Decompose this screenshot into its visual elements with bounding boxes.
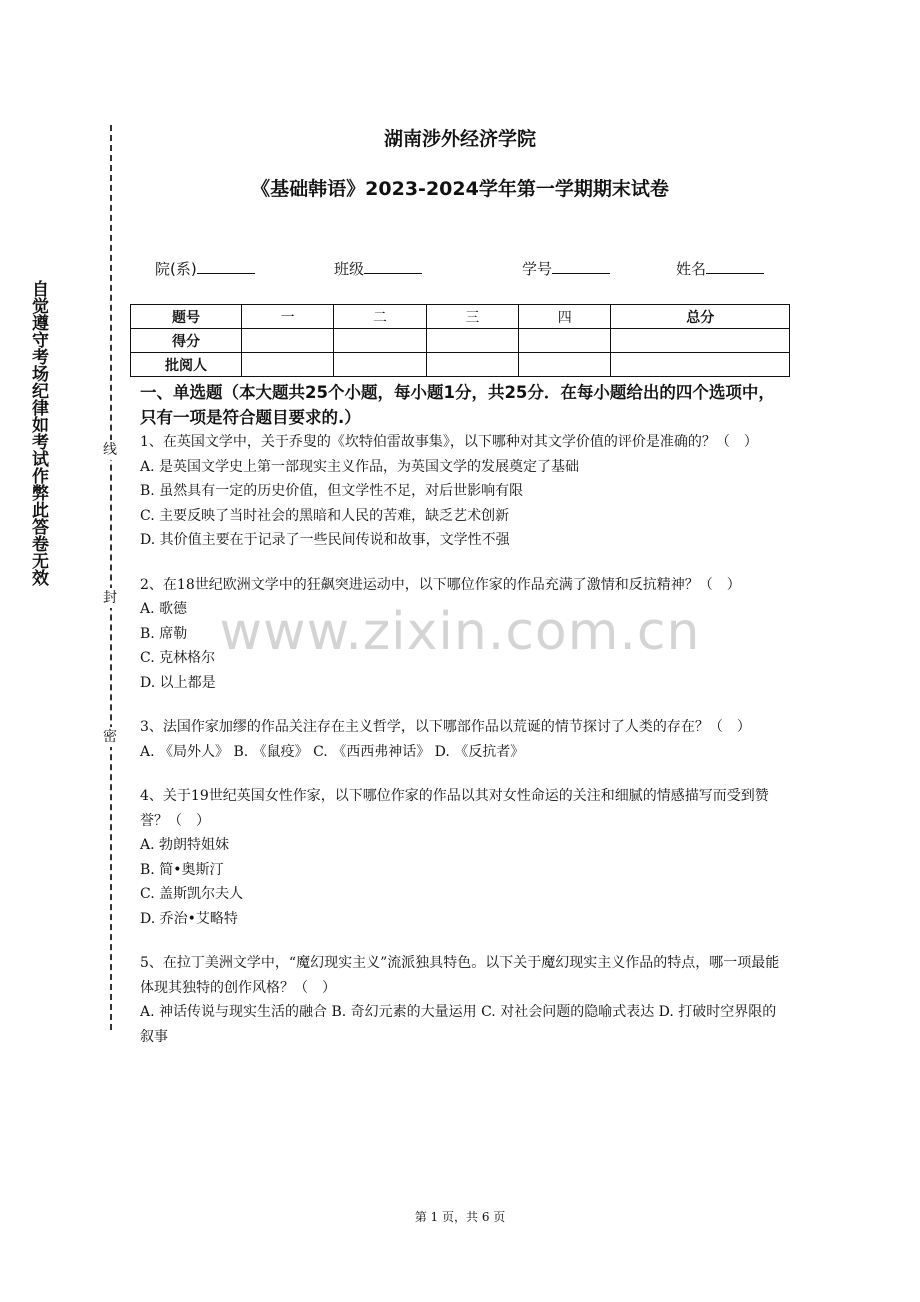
grader-cell[interactable]	[611, 353, 790, 377]
grader-cell[interactable]	[519, 353, 611, 377]
score-table-header: 三	[426, 305, 518, 329]
question-stem: 5、在拉丁美洲文学中，“魔幻现实主义”流派独具特色。以下关于魔幻现实主义作品的特点，哪一项最能体现其独特的创作风格？（ ）	[140, 955, 780, 996]
option[interactable]: A. 勃朗特姐妹	[140, 837, 230, 853]
question-stem: 4、关于19世纪英国女性作家，以下哪位作家的作品以其对女性命运的关注和细腻的情感描写而受到赞誉？（ ）	[140, 788, 769, 829]
student-no-label: 学号	[522, 260, 553, 278]
options-inline[interactable]: A. 神话传说与现实生活的融合 B. 奇幻元素的大量运用 C. 对社会问题的隐喻式表达 D. 打破时空界限的叙事	[140, 1004, 777, 1045]
grader-row	[131, 353, 790, 377]
exam-discipline-notice: 自觉遵守考场纪律如考试作弊此答卷无效	[28, 280, 48, 586]
score-cell[interactable]	[519, 329, 611, 353]
grader-cell[interactable]	[334, 353, 426, 377]
dept-field[interactable]	[155, 258, 255, 279]
question-stem: 1、在英国文学中，关于乔叟的《坎特伯雷故事集》，以下哪种对其文学价值的评价是准确的？（ ）	[140, 434, 758, 450]
question-5	[140, 951, 785, 1049]
binding-dashed-line	[110, 125, 112, 1030]
seal-mark-secret: 密	[103, 729, 117, 745]
option[interactable]: A. 歌德	[140, 601, 188, 617]
score-table-header: 总分	[611, 305, 790, 329]
score-table	[130, 304, 790, 377]
option[interactable]: D. 其价值主要在于记录了一些民间传说和故事，文学性不强	[140, 532, 510, 548]
score-row-label: 得分	[131, 329, 242, 353]
option[interactable]: C. 主要反映了当时社会的黑暗和人民的苦难，缺乏艺术创新	[140, 507, 510, 524]
dept-blank[interactable]	[197, 259, 255, 274]
score-cell[interactable]	[426, 329, 518, 353]
page-footer: 第 1 页，共 6 页	[414, 1210, 506, 1224]
name-label: 姓名	[676, 260, 707, 278]
dept-label: 院(系)	[155, 260, 197, 278]
student-no-field[interactable]	[522, 258, 610, 279]
section-title: 一、单选题（本大题共25个小题，每小题1分，共25分．在每小题给出的四个选项中，只有一项是符合题目要求的.）	[140, 383, 775, 427]
watermark: www.zixin.com.cn	[219, 602, 701, 662]
seal-mark-line: 线	[103, 442, 117, 458]
option[interactable]: D. 以上都是	[140, 674, 216, 691]
options-inline[interactable]: A. 《局外人》 B. 《鼠疫》 C. 《西西弗神话》 D. 《反抗者》	[140, 743, 525, 760]
option[interactable]: D. 乔治•艾略特	[140, 910, 238, 927]
option[interactable]: C. 克林格尔	[140, 650, 216, 666]
option[interactable]: A. 是英国文学史上第一部现实主义作品，为英国文学的发展奠定了基础	[140, 458, 580, 475]
question-4	[140, 784, 785, 931]
score-cell[interactable]	[242, 329, 334, 353]
exam-title: 《基础韩语》2023-2024学年第一学期期末试卷	[251, 178, 669, 200]
question-stem: 3、法国作家加缪的作品关注存在主义哲学，以下哪部作品以荒诞的情节探讨了人类的存在？（ ）	[140, 719, 751, 735]
class-field[interactable]	[334, 258, 422, 279]
question-2	[140, 573, 785, 696]
score-table-header-row	[131, 305, 790, 329]
score-table-header: 四	[519, 305, 611, 329]
name-field[interactable]	[676, 258, 764, 279]
option[interactable]: B. 虽然具有一定的历史价值，但文学性不足，对后世影响有限	[140, 483, 524, 499]
class-label: 班级	[334, 260, 365, 278]
seal-mark-seal: 封	[103, 590, 117, 606]
exam-content	[140, 380, 785, 1049]
score-table-header: 一	[242, 305, 334, 329]
option[interactable]: B. 席勒	[140, 625, 188, 642]
grader-cell[interactable]	[426, 353, 518, 377]
school-name: 湖南涉外经济学院	[383, 128, 536, 150]
student-no-blank[interactable]	[552, 259, 610, 274]
question-stem: 2、在18世纪欧洲文学中的狂飙突进运动中，以下哪位作家的作品充满了激情和反抗精神？（ ）	[140, 576, 741, 593]
option[interactable]: C. 盖斯凯尔夫人	[140, 886, 244, 902]
class-blank[interactable]	[364, 259, 422, 274]
score-table-header: 二	[334, 305, 426, 329]
grader-row-label: 批阅人	[131, 353, 242, 377]
score-row	[131, 329, 790, 353]
score-cell[interactable]	[334, 329, 426, 353]
score-cell[interactable]	[611, 329, 790, 353]
question-1	[140, 430, 785, 553]
question-3	[140, 715, 785, 764]
grader-cell[interactable]	[242, 353, 334, 377]
name-blank[interactable]	[706, 259, 764, 274]
score-table-header: 题号	[131, 305, 242, 329]
option[interactable]: B. 简•奥斯汀	[140, 861, 224, 878]
